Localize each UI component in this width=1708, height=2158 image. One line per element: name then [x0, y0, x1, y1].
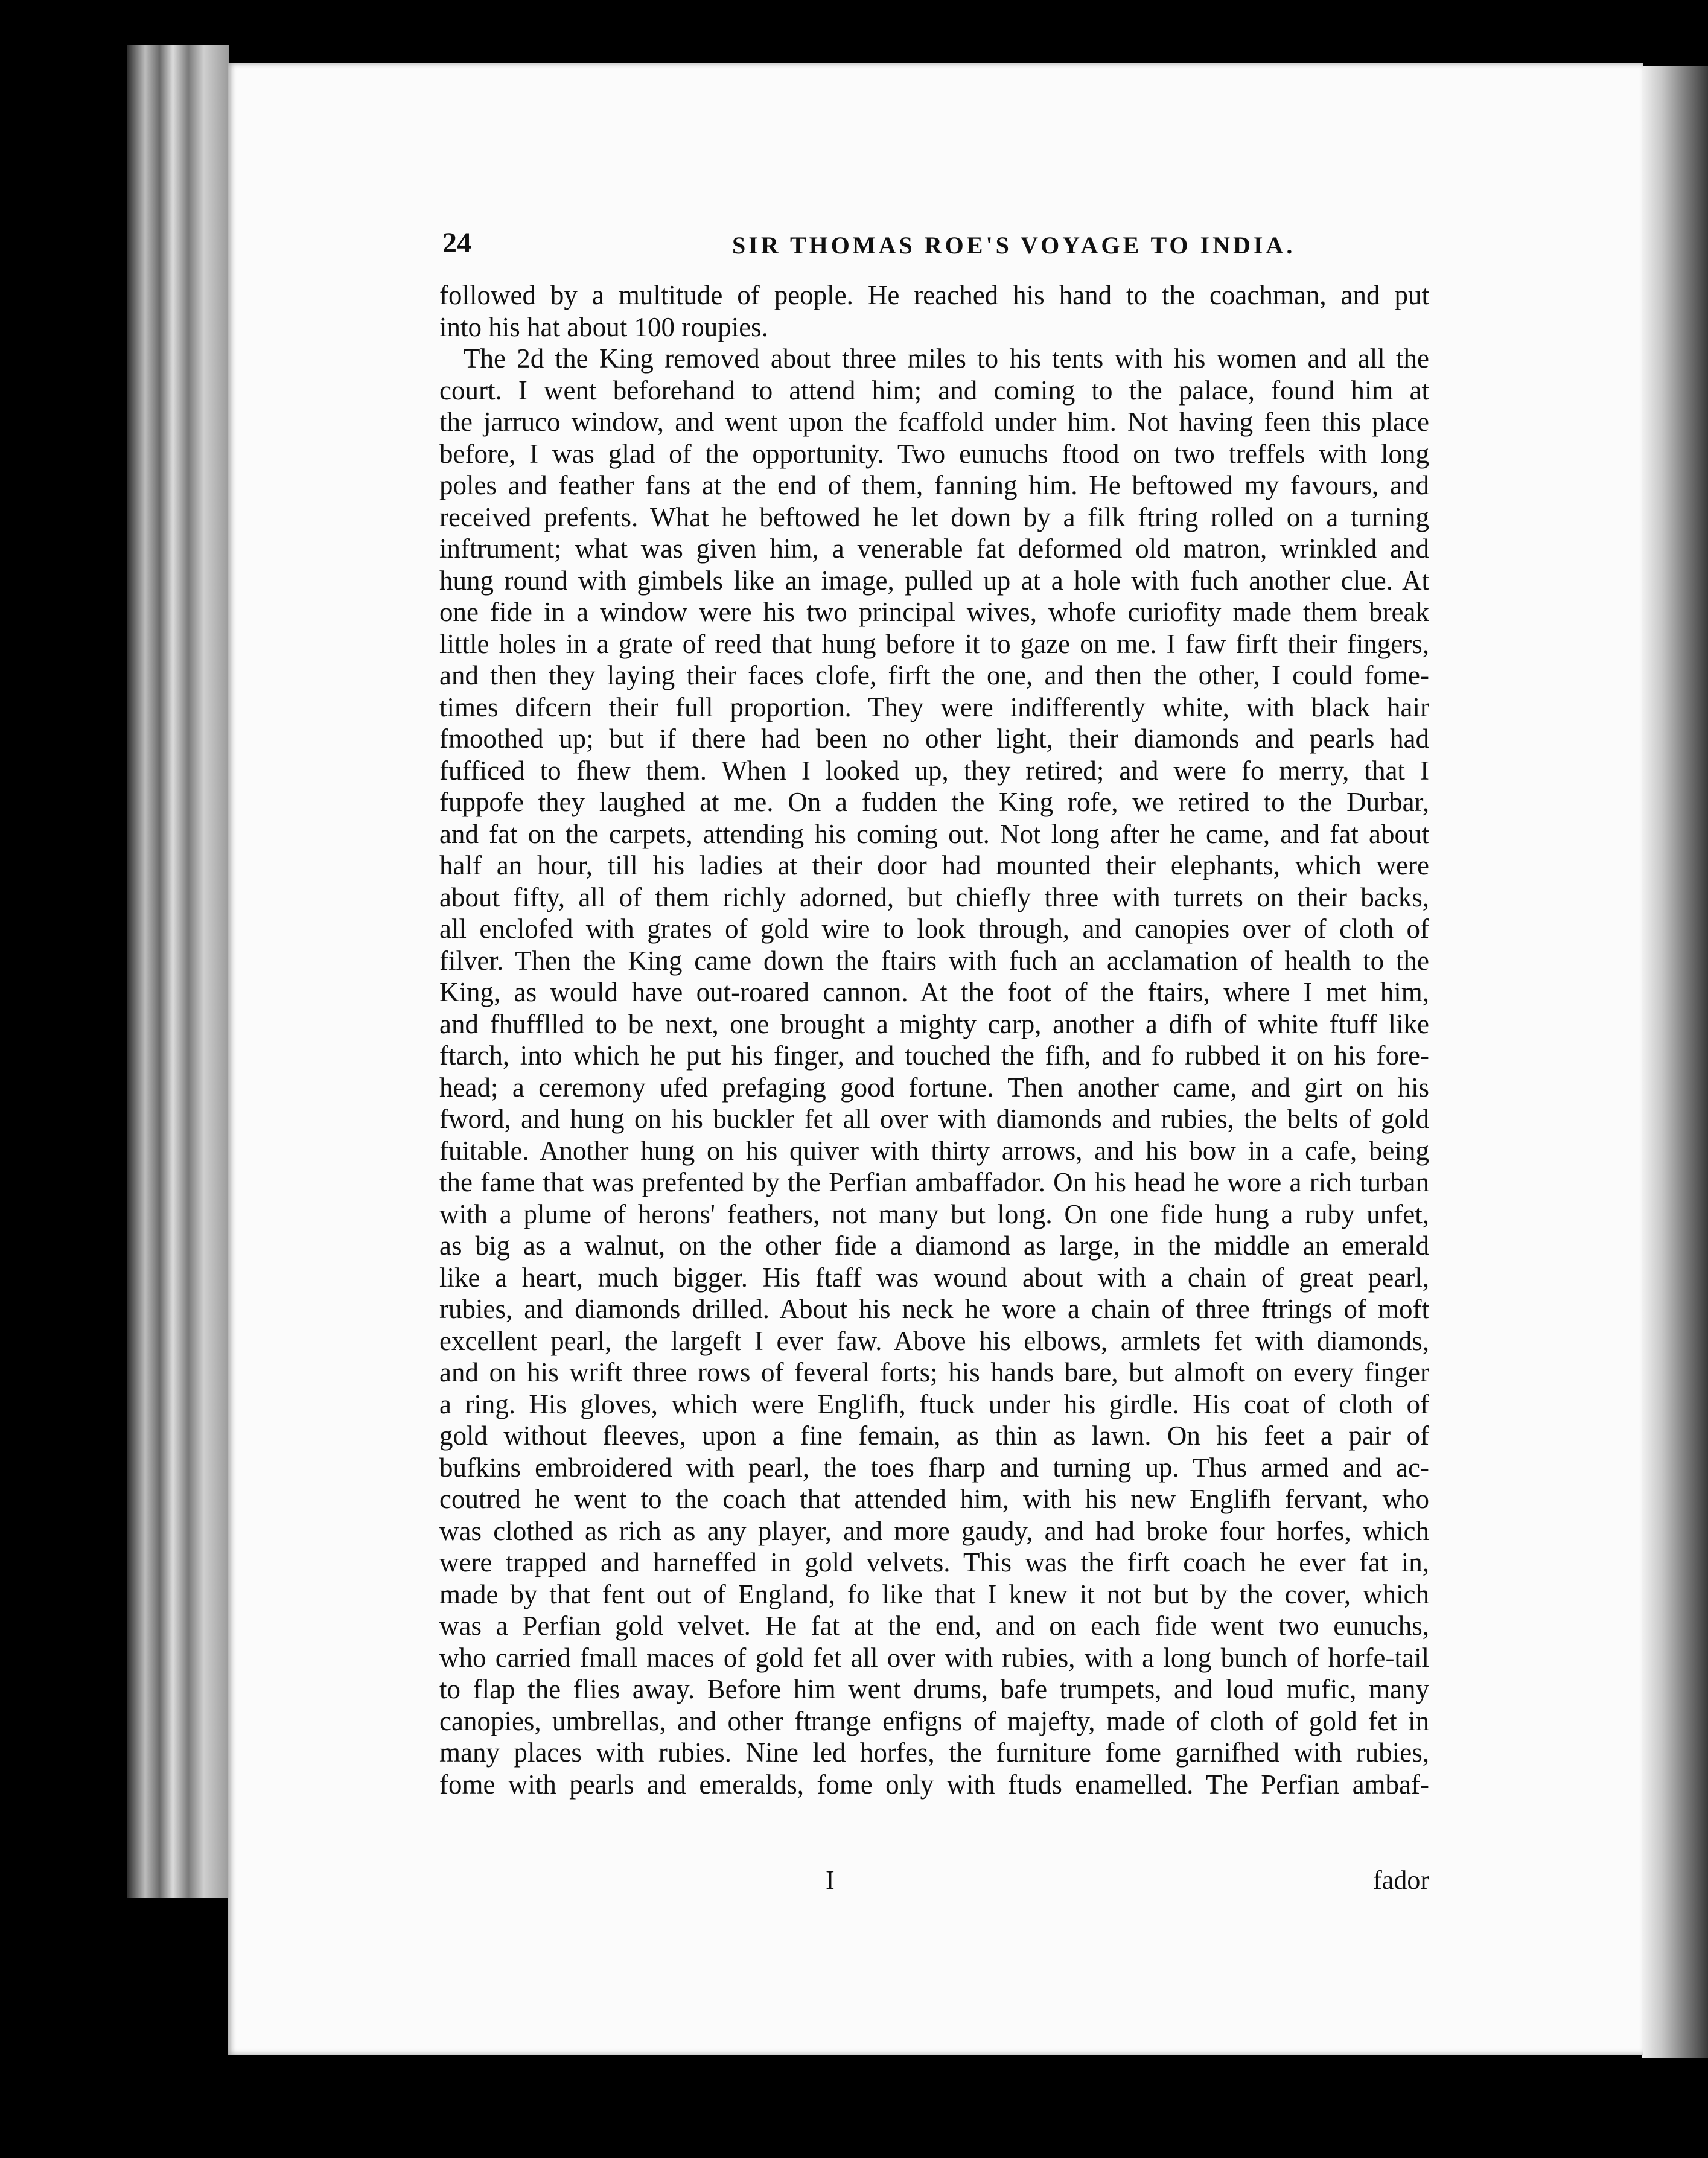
signature-mark: I [826, 1865, 835, 1895]
text-line: fufficed to fhew them. When I looked up, they retired; and were fo merry, that I [439, 755, 1429, 786]
text-line: were trapped and harneffed in gold velvets. This was the firft coach he ever fat in, [439, 1547, 1429, 1577]
catchword: fador [1373, 1865, 1429, 1895]
right-page-edges [1642, 66, 1708, 2058]
text-line: excellent pearl, the largeft I ever faw. Above his elbows, armlets fet with diamonds, [439, 1325, 1429, 1356]
text-line: and then they laying their faces clofe, firft the one, and then the other, I could fome- [439, 660, 1429, 690]
text-line: fuitable. Another hung on his quiver with thirty arrows, and his bow in a cafe, being [439, 1135, 1429, 1166]
text-line: fword, and hung on his buckler fet all over with diamonds and rubies, the belts of gold [439, 1104, 1429, 1134]
text-line: little holes in a grate of reed that hung before it to gaze on me. I faw firft their fingers, [439, 628, 1429, 659]
text-line: and fhufflled to be next, one brought a mighty carp, another a difh of white ftuff like [439, 1008, 1429, 1039]
text-line: with a plume of herons' feathers, not many but long. On one fide hung a ruby unfet, [439, 1198, 1429, 1229]
text-line: hung round with gimbels like an image, pulled up at a hole with fuch another clue. At [439, 565, 1429, 596]
page-header [442, 226, 1420, 269]
text-line: court. I went beforehand to attend him; and coming to the palace, found him at [439, 375, 1429, 406]
running-head: SIR THOMAS ROE'S VOYAGE TO INDIA. [732, 232, 1296, 259]
text-line: followed by a multitude of people. He reached his hand to the coachman, and put [439, 280, 1429, 310]
text-line: rubies, and diamonds drilled. About his neck he wore a chain of three ftrings of moft [439, 1294, 1429, 1324]
text-line: The 2d the King removed about three miles to his tents with his women and all the [464, 343, 1429, 374]
text-line: before, I was glad of the opportunity. Two eunuchs ftood on two treffels with long [439, 438, 1429, 469]
left-page-edges [127, 45, 229, 1898]
text-line: head; a ceremony ufed prefaging good fortune. Then another came, and girt on his [439, 1072, 1429, 1103]
text-line: and fat on the carpets, attending his coming out. Not long after he came, and fat about [439, 818, 1429, 849]
page-footer [439, 1865, 1429, 1895]
text-line: King, as would have out-roared cannon. At the foot of the ftairs, where I met him, [439, 977, 1429, 1007]
text-line: one fide in a window were his two principal wives, whofe curiofity made them break [439, 597, 1429, 627]
text-line: and on his wrift three rows of feveral forts; his hands bare, but almoft on every finger [439, 1357, 1429, 1387]
text-line: inftrument; what was given him, a venerable fat deformed old matron, wrinkled and [439, 533, 1429, 564]
text-line: ftarch, into which he put his finger, and touched the fifh, and fo rubbed it on his fore- [439, 1040, 1429, 1071]
book-page [228, 63, 1643, 2055]
text-line: gold without fleeves, upon a fine femain, as thin as lawn. On his feet a pair of [439, 1421, 1429, 1451]
text-line: who carried fmall maces of gold fet all over with rubies, with a long bunch of horfe-tail [439, 1642, 1429, 1673]
text-line: about fifty, all of them richly adorned, but chiefly three with turrets on their backs, [439, 882, 1429, 912]
text-line: the fame that was prefented by the Perfian ambaffador. On his head he wore a rich turban [439, 1167, 1429, 1197]
text-line: many places with rubies. Nine led horfes, the furniture fome garnifhed with rubies, [439, 1737, 1429, 1768]
text-line: bufkins embroidered with pearl, the toes fharp and turning up. Thus armed and ac- [439, 1452, 1429, 1483]
text-line: fmoothed up; but if there had been no other light, their diamonds and pearls had [439, 724, 1429, 754]
text-line: times difcern their full proportion. They were indifferently white, with black hair [439, 692, 1429, 722]
text-line: all enclofed with grates of gold wire to look through, and canopies over of cloth of [439, 914, 1429, 944]
text-line: was clothed as rich as any player, and more gaudy, and had broke four horfes, which [439, 1515, 1429, 1546]
text-line: to flap the flies away. Before him went drums, bafe trumpets, and loud mufic, many [439, 1674, 1429, 1704]
text-line: filver. Then the King came down the ftairs with fuch an acclamation of health to the [439, 945, 1429, 976]
text-line: made by that fent out of England, fo like that I knew it not but by the cover, which [439, 1579, 1429, 1609]
text-line: was a Perfian gold velvet. He fat at the end, and on each fide went two eunuchs, [439, 1611, 1429, 1641]
text-line: as big as a walnut, on the other fide a diamond as large, in the middle an emerald [439, 1230, 1429, 1261]
text-line: coutred he went to the coach that attended him, with his new Englifh fervant, who [439, 1484, 1429, 1514]
body-text [439, 279, 1429, 1800]
text-line: received prefents. What he beftowed he let down by a filk ftring rolled on a turning [439, 501, 1429, 532]
text-line: into his hat about 100 roupies. [439, 311, 768, 342]
text-line: half an hour, till his ladies at their door had mounted their elephants, which were [439, 850, 1429, 880]
page-number: 24 [442, 227, 471, 259]
text-line: like a heart, much bigger. His ftaff was wound about with a chain of great pearl, [439, 1262, 1429, 1293]
text-line: fuppofe they laughed at me. On a fudden the King rofe, we retired to the Durbar, [439, 787, 1429, 817]
text-line: canopies, umbrellas, and other ftrange enfigns of majefty, made of cloth of gold fet in [439, 1705, 1429, 1736]
text-line: the jarruco window, and went upon the fcaffold under him. Not having feen this place [439, 407, 1429, 437]
text-line: fome with pearls and emeralds, fome only with ftuds enamelled. The Perfian ambaf- [439, 1769, 1429, 1800]
text-line: a ring. His gloves, which were Englifh, ftuck under his girdle. His coat of cloth of [439, 1389, 1429, 1419]
text-line: poles and feather fans at the end of them, fanning him. He beftowed my favours, and [439, 470, 1429, 500]
